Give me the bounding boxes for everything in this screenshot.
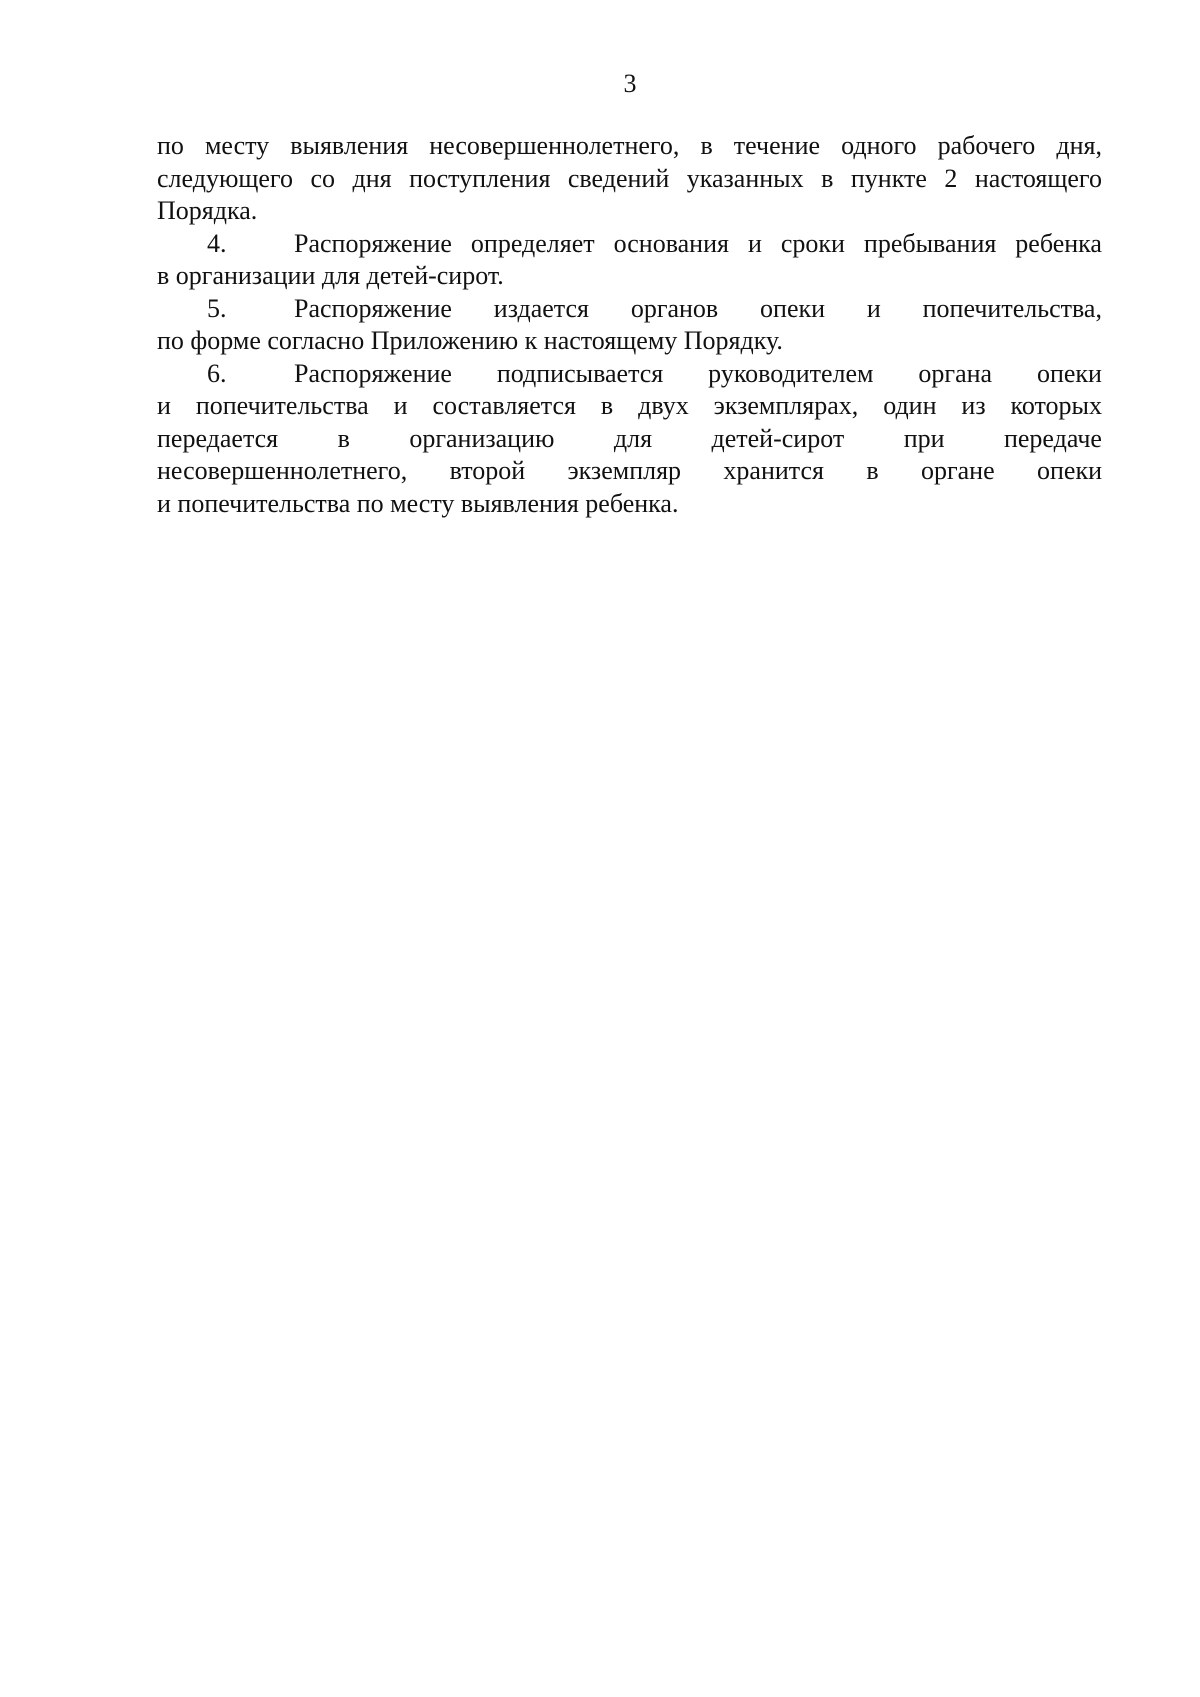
word: несовершеннолетнего, bbox=[157, 456, 408, 485]
word: рабочего bbox=[937, 131, 1036, 160]
paragraph-line bbox=[157, 130, 1102, 163]
word: составляется bbox=[432, 391, 576, 420]
word: течение bbox=[733, 131, 821, 160]
word: в bbox=[821, 163, 834, 193]
word: органе bbox=[920, 456, 995, 485]
word: в bbox=[600, 391, 614, 420]
word: детей-сирот bbox=[711, 423, 845, 453]
list-item-text bbox=[294, 228, 1102, 261]
word: попечительства, bbox=[922, 293, 1102, 323]
word: органов bbox=[630, 293, 719, 323]
list-item-text bbox=[294, 358, 1102, 391]
list-item-5-first-line bbox=[157, 293, 1102, 326]
word: со bbox=[310, 163, 335, 193]
word: определяет bbox=[470, 228, 595, 258]
word: и bbox=[866, 293, 881, 323]
word: для bbox=[613, 423, 653, 453]
list-item-6-first-line bbox=[157, 358, 1102, 391]
word: и bbox=[393, 391, 408, 420]
word: из bbox=[961, 391, 986, 420]
word: дня, bbox=[1056, 131, 1102, 160]
word: сроки bbox=[780, 228, 845, 258]
word: хранится bbox=[723, 456, 824, 485]
word: попечительства bbox=[195, 391, 369, 420]
word: один bbox=[883, 391, 937, 420]
word: опеки bbox=[1036, 456, 1102, 485]
word: издается bbox=[493, 293, 589, 323]
word: сведений bbox=[567, 163, 670, 193]
word: руководителем bbox=[708, 358, 874, 388]
word: месту bbox=[204, 131, 270, 160]
paragraph-line bbox=[157, 163, 1102, 196]
word: и bbox=[747, 228, 762, 258]
list-item-number: 4. bbox=[207, 228, 227, 258]
word: опеки bbox=[1036, 358, 1102, 388]
paragraph-line: по форме согласно Приложению к настоящему Порядку. bbox=[157, 326, 783, 355]
word: настоящего bbox=[974, 163, 1102, 193]
list-item-text bbox=[294, 293, 1102, 326]
paragraph-line bbox=[157, 390, 1102, 423]
word: передаче bbox=[1003, 423, 1102, 453]
word: органа bbox=[918, 358, 993, 388]
word: поступления bbox=[409, 163, 551, 193]
word: следующего bbox=[157, 163, 293, 193]
word: по bbox=[157, 131, 184, 160]
word: несовершеннолетнего, bbox=[429, 131, 680, 160]
paragraph-line: Порядка. bbox=[157, 196, 258, 225]
word: при bbox=[903, 423, 945, 453]
word: указанных bbox=[686, 163, 804, 193]
word: передается bbox=[157, 423, 279, 453]
word: пребывания bbox=[863, 228, 997, 258]
word: двух bbox=[638, 391, 689, 420]
word: опеки bbox=[760, 293, 826, 323]
word: ребенка bbox=[1015, 228, 1102, 258]
word: выявления bbox=[290, 131, 409, 160]
word: и bbox=[157, 391, 171, 420]
word: Распоряжение bbox=[294, 228, 452, 258]
word: дня bbox=[352, 163, 392, 193]
paragraph-line bbox=[157, 423, 1102, 456]
word: Распоряжение bbox=[294, 293, 452, 323]
word: в bbox=[700, 131, 713, 160]
word: пункте bbox=[850, 163, 927, 193]
list-item-4-first-line bbox=[157, 228, 1102, 261]
word: экземпляр bbox=[567, 456, 682, 485]
word: организацию bbox=[409, 423, 555, 453]
word: основания bbox=[613, 228, 729, 258]
word: 2 bbox=[944, 163, 958, 193]
page-number: 3 bbox=[623, 69, 637, 98]
word: второй bbox=[449, 456, 526, 485]
word: в bbox=[337, 423, 350, 453]
word: экземплярах, bbox=[713, 391, 859, 420]
paragraph-line: в организации для детей-сирот. bbox=[157, 261, 504, 290]
paragraph-line bbox=[157, 455, 1102, 488]
paragraph-line: и попечительства по месту выявления ребенка. bbox=[157, 488, 679, 518]
word: в bbox=[866, 456, 879, 485]
word: одного bbox=[841, 131, 917, 160]
word: подписывается bbox=[496, 358, 664, 388]
word: Распоряжение bbox=[294, 358, 452, 388]
word: которых bbox=[1010, 391, 1102, 420]
list-item-number: 6. bbox=[207, 358, 227, 388]
document-body bbox=[157, 130, 1102, 520]
list-item-number: 5. bbox=[207, 293, 227, 323]
